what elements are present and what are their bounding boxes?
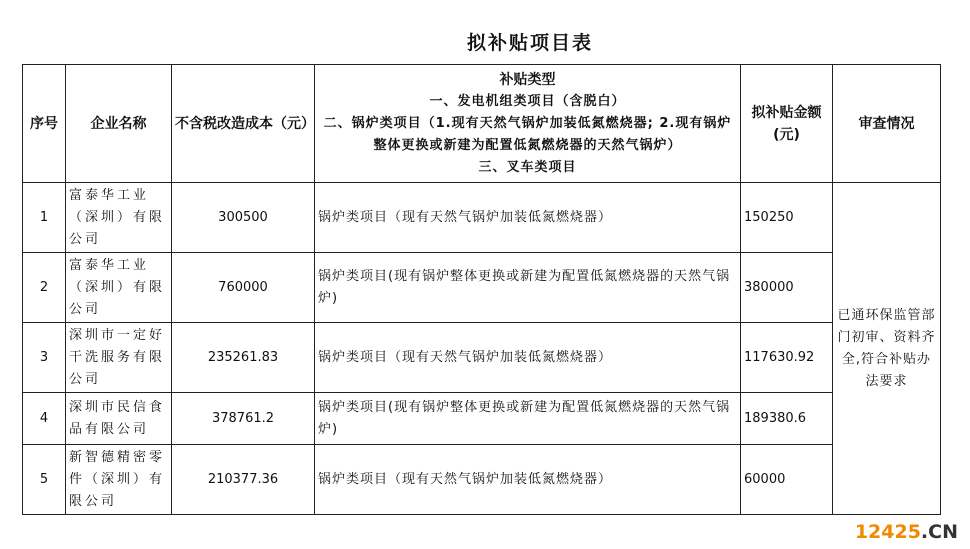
row-index: 5 [23, 445, 66, 515]
row-amount: 380000 [741, 253, 833, 323]
watermark-tail: .CN [920, 521, 958, 543]
table-row [23, 183, 941, 253]
row-project: 锅炉类项目（现有天然气锅炉加装低氮燃烧器） [315, 323, 741, 393]
row-cost: 235261.83 [172, 323, 315, 393]
row-company: 深圳市民信食品有限公司 [66, 393, 172, 445]
row-cost: 760000 [172, 253, 315, 323]
header-type-option: 三、叉车类项目 [478, 159, 577, 175]
table-row [23, 393, 941, 445]
row-company: 富泰华工业（深圳）有限公司 [66, 183, 172, 253]
row-index: 1 [23, 183, 66, 253]
row-project: 锅炉类项目(现有锅炉整体更换或新建为配置低氮燃烧器的天然气锅炉) [315, 393, 741, 445]
row-project: 锅炉类项目(现有锅炉整体更换或新建为配置低氮燃烧器的天然气锅炉) [315, 253, 741, 323]
row-company: 富泰华工业（深圳）有限公司 [66, 253, 172, 323]
row-amount: 60000 [741, 445, 833, 515]
row-index: 2 [23, 253, 66, 323]
table-row [23, 323, 941, 393]
header-cost: 不含税改造成本（元） [172, 65, 315, 183]
row-cost: 300500 [172, 183, 315, 253]
header-subsidy-type [315, 65, 741, 183]
row-amount: 189380.6 [741, 393, 833, 445]
table-row [23, 445, 941, 515]
header-index: 序号 [23, 65, 66, 183]
row-amount: 117630.92 [741, 323, 833, 393]
row-amount: 150250 [741, 183, 833, 253]
row-index: 4 [23, 393, 66, 445]
row-cost: 378761.2 [172, 393, 315, 445]
row-project: 锅炉类项目（现有天然气锅炉加装低氮燃烧器） [315, 445, 741, 515]
table-row [23, 253, 941, 323]
header-status: 审查情况 [833, 65, 941, 183]
header-type-option: 二、锅炉类项目（1.现有天然气锅炉加装低氮燃烧器; 2.现有锅炉整体更换或新建为配置低氮燃烧器的天然气锅炉） [323, 115, 732, 153]
site-watermark [855, 521, 958, 543]
watermark-main: 12425 [854, 521, 921, 543]
table-title: 拟补贴项目表 [466, 32, 593, 54]
subsidy-table [22, 64, 941, 515]
header-type-option: 一、发电机组类项目（含脱白） [429, 93, 626, 109]
header-company: 企业名称 [66, 65, 172, 183]
header-row [23, 65, 941, 183]
header-type-title: 补贴类型 [499, 71, 556, 88]
row-cost: 210377.36 [172, 445, 315, 515]
review-status: 已通环保监管部门初审、资料齐全,符合补贴办法要求 [833, 183, 941, 515]
row-project: 锅炉类项目（现有天然气锅炉加装低氮燃烧器） [315, 183, 741, 253]
header-amount: 拟补贴金额(元) [741, 65, 833, 183]
row-company: 新智德精密零件（深圳）有限公司 [66, 445, 172, 515]
row-index: 3 [23, 323, 66, 393]
row-company: 深圳市一定好干洗服务有限公司 [66, 323, 172, 393]
